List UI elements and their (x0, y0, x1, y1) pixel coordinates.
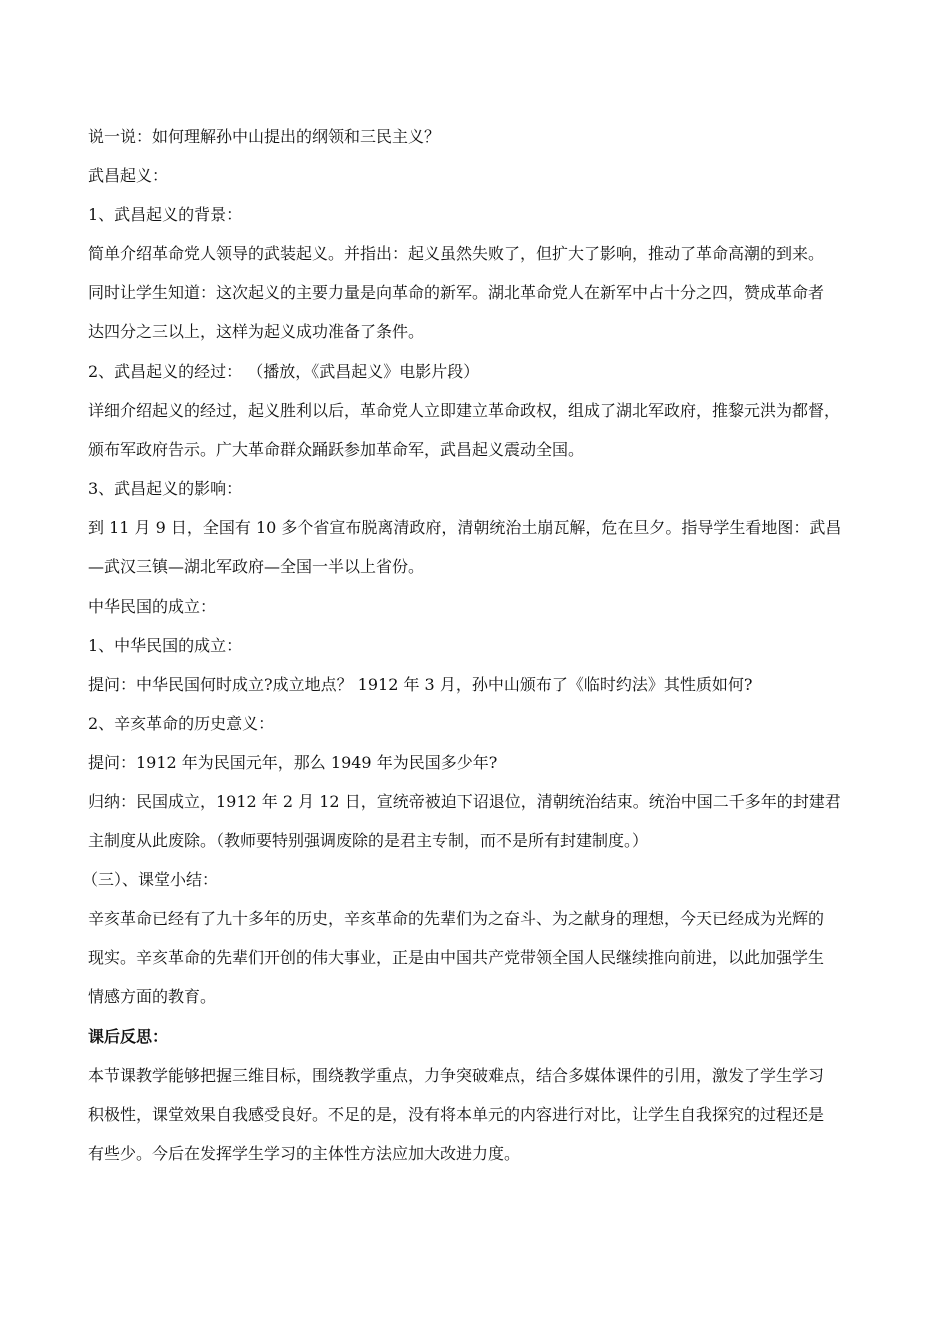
paragraph-line: 现实。辛亥革命的先辈们开创的伟大事业，正是由中国共产党带领全国人民继续推向前进，以此加强学生 (88, 948, 825, 967)
subheading-background: 1、武昌起义的背景： (88, 205, 243, 224)
paragraph-line: 辛亥革命已经有了九十多年的历史，辛亥革命的先辈们为之奋斗、为之献身的理想，今天已经成为光辉的 (88, 909, 825, 928)
paragraph-line: 主制度从此废除。（教师要特别强调废除的是君主专制，而不是所有封建制度。） (88, 831, 649, 850)
paragraph-line: 达四分之三以上，这样为起义成功准备了条件。 (88, 322, 425, 341)
paragraph-line: 情感方面的教育。 (88, 987, 217, 1006)
subheading-significance: 2、辛亥革命的历史意义： (88, 714, 275, 733)
paragraph-line: 提问：中华民国何时成立?成立地点？ 1912 年 3 月，孙中山颁布了《临时约法》其性质如何? (88, 675, 753, 694)
paragraph-line: 提问：1912 年为民国元年，那么 1949 年为民国多少年? (88, 753, 498, 772)
paragraph-line: —武汉三镇—湖北军政府—全国一半以上省份。 (88, 557, 425, 576)
paragraph-line: 归纳：民国成立，1912 年 2 月 12 日，宣统帝被迫下诏退位，清朝统治结束。统治中国二千多年的封建君 (88, 792, 841, 811)
section-heading-wuchang: 武昌起义： (88, 166, 169, 185)
paragraph-line: 到 11 月 9 日，全国有 10 多个省宣布脱离清政府，清朝统治土崩瓦解，危在旦夕。指导学生看地图：武昌 (88, 518, 842, 537)
paragraph-line: 颁布军政府告示。广大革命群众踊跃参加革命军，武昌起义震动全国。 (88, 440, 585, 459)
subheading-influence: 3、武昌起义的影响： (88, 479, 243, 498)
section-heading-roc: 中华民国的成立： (88, 597, 217, 616)
subheading-process: 2、武昌起义的经过： （播放，《武昌起义》电影片段） (88, 362, 480, 381)
paragraph-line: 有些少。今后在发挥学生学习的主体性方法应加大改进力度。 (88, 1144, 521, 1163)
paragraph-line: 详细介绍起义的经过，起义胜利以后，革命党人立即建立革命政权，组成了湖北军政府，推黎元洪为都督， (88, 401, 841, 420)
paragraph-line: 简单介绍革命党人领导的武装起义。并指出：起义虽然失败了，但扩大了影响，推动了革命高潮的到来。 (88, 244, 825, 263)
paragraph-line: 本节课教学能够把握三维目标，围绕教学重点，力争突破难点，结合多媒体课件的引用，激发了学生学习 (88, 1066, 825, 1085)
question-prompt: 说一说：如何理解孙中山提出的纲领和三民主义？ (88, 127, 441, 146)
section-heading-reflection: 课后反思： (88, 1027, 169, 1046)
paragraph-line: 同时让学生知道：这次起义的主要力量是向革命的新军。湖北革命党人在新军中占十分之四，赞成革命者 (88, 283, 825, 302)
subheading-founding: 1、中华民国的成立： (88, 636, 243, 655)
section-heading-summary: （三）、课堂小结： (82, 870, 219, 889)
document-body (82, 126, 878, 1165)
paragraph-line: 积极性，课堂效果自我感受良好。不足的是，没有将本单元的内容进行对比，让学生自我探究的过程还是 (88, 1105, 825, 1124)
